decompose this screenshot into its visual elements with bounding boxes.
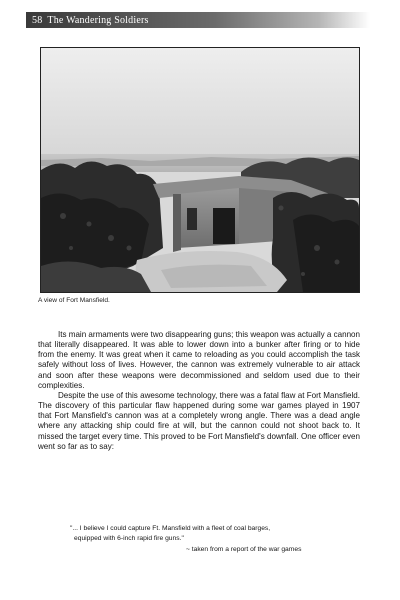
page-number: 58 bbox=[32, 14, 43, 26]
running-header bbox=[26, 12, 370, 28]
fort-photograph bbox=[40, 47, 360, 293]
body-text bbox=[38, 330, 360, 452]
fort-photo-image bbox=[41, 48, 359, 292]
quote-line-1: "... I believe I could capture Ft. Mansfield with a fleet of coal barges, bbox=[70, 525, 271, 532]
quote-line-2: equipped with 6-inch rapid fire guns." bbox=[74, 535, 184, 542]
officer-quote bbox=[70, 524, 360, 544]
quote-attribution: ~ taken from a report of the war games bbox=[186, 546, 302, 553]
book-title: The Wandering Soldiers bbox=[47, 14, 149, 26]
photo-caption: A view of Fort Mansfield. bbox=[38, 297, 110, 304]
body-paragraph-2: Despite the use of this awesome technology, there was a fatal flaw at Fort Mansfield. The discovery of this particular flaw happened during some war games played in 1907 that Fort Mansfield's cannon was at a completely wrong angle. There was a dead angle where any attacking ship could fire at will, but the cannon could not shoot back to. It missed the target every time. This proved to be Fort Mansfield's downfall. One officer even went so far as to say: bbox=[38, 390, 360, 451]
body-paragraph-1: Its main armaments were two disappearing guns; this weapon was actually a cannon that literally disappeared. It was able to lower down into a bunker after firing or to hide from the enemy. It was great when it came to reloading as you could accomplish the task safely without loss of lives. However, the cannon was extremely vulnerable to air attack and soon after these weapons were decommissioned and seldom used due to their complexities. bbox=[38, 330, 360, 390]
